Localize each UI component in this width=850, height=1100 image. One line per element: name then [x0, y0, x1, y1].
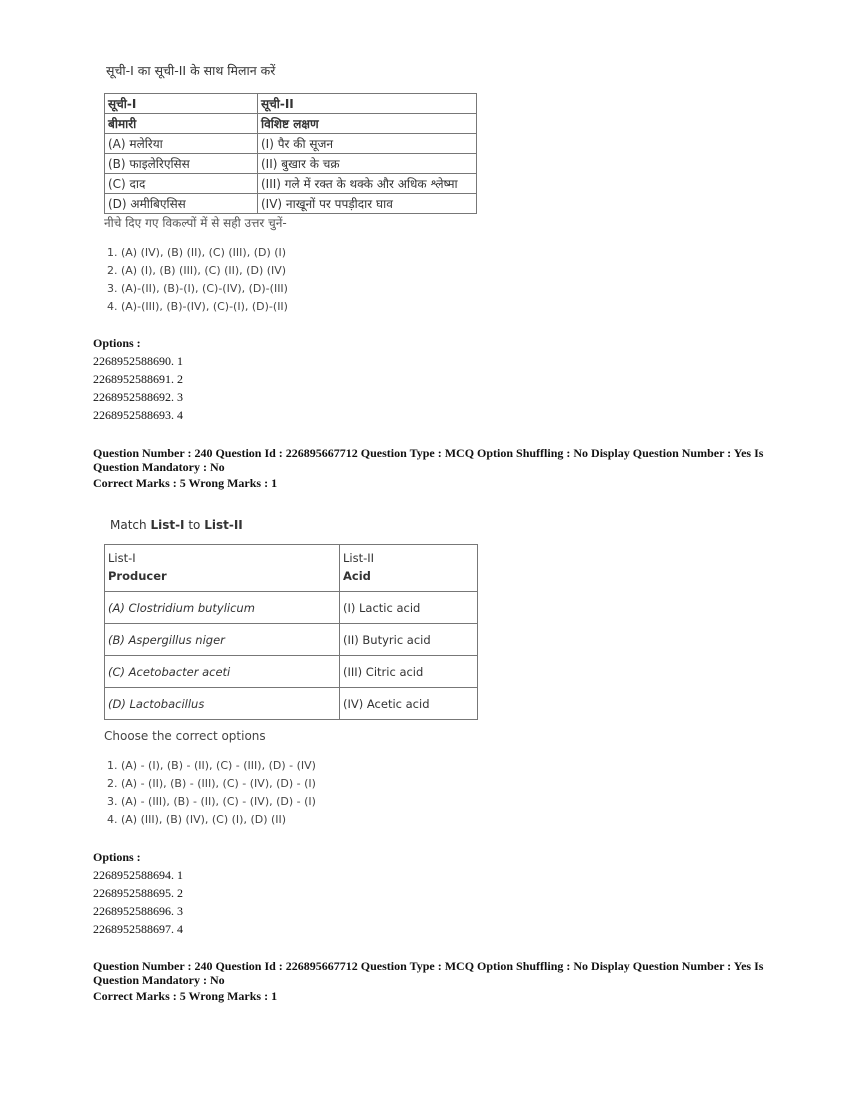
list-item: 3. (A)-(II), (B)-(I), (C)-(IV), (D)-(III) — [107, 282, 288, 295]
table-cell: (B) Aspergillus niger — [105, 624, 340, 656]
table-row — [105, 624, 478, 656]
list-1-label: List-I — [150, 518, 185, 532]
options-heading: Options : — [93, 850, 141, 864]
meta-line: Question Number : 240 Question Id : 226895667712 Question Type : MCQ Option Shuffling : No Display Question Number : Yes Is — [93, 959, 764, 973]
question-meta — [93, 959, 773, 1003]
table-cell: (II) बुखार के चक्र — [258, 154, 477, 174]
list-item: 2. (A) - (II), (B) - (III), (C) - (IV), (D) - (I) — [107, 777, 316, 790]
list-item: 2268952588695. 2 — [93, 886, 183, 900]
list-item: 2268952588696. 3 — [93, 904, 183, 918]
list-item: 1. (A) (IV), (B) (II), (C) (III), (D) (I) — [107, 246, 287, 259]
table-cell: सूची-II — [258, 94, 477, 114]
table-cell: बीमारी — [105, 114, 258, 134]
choice-list — [107, 244, 288, 316]
table-cell: विशिष्ट लक्षण — [258, 114, 477, 134]
list-item: 2268952588692. 3 — [93, 390, 183, 404]
table-cell: (C) दाद — [105, 174, 258, 194]
table-row — [105, 174, 477, 194]
table-cell: (IV) नाखूनों पर पपड़ीदार घाव — [258, 194, 477, 214]
meta-line: Correct Marks : 5 Wrong Marks : 1 — [93, 476, 278, 490]
header-label: List-I — [108, 551, 136, 565]
table-row — [105, 656, 478, 688]
table-cell — [340, 545, 478, 592]
table-cell — [105, 545, 340, 592]
question-note-hindi: नीचे दिए गए विकल्पों में से सही उत्तर चुनें- — [104, 216, 287, 230]
list-2-label: List-II — [204, 518, 243, 532]
table-cell: (D) Lactobacillus — [105, 688, 340, 720]
option-id-list — [93, 866, 183, 938]
table-cell: (B) फाइलेरिएसिस — [105, 154, 258, 174]
list-item: 2. (A) (I), (B) (III), (C) (II), (D) (IV) — [107, 264, 287, 277]
table-cell: (A) Clostridium butylicum — [105, 592, 340, 624]
table-header-row — [105, 545, 478, 592]
list-item: 3. (A) - (III), (B) - (II), (C) - (IV), (D) - (I) — [107, 795, 316, 808]
list-item: 2268952588697. 4 — [93, 922, 183, 936]
list-item: 2268952588693. 4 — [93, 408, 183, 422]
list-item: 4. (A) (III), (B) (IV), (C) (I), (D) (II) — [107, 813, 287, 826]
table-header-row — [105, 114, 477, 134]
list-item: 1. (A) - (I), (B) - (II), (C) - (III), (D) - (IV) — [107, 759, 316, 772]
header-label: Producer — [108, 569, 167, 583]
meta-line: Question Mandatory : No — [93, 973, 225, 987]
choice-list — [107, 757, 316, 829]
table-row — [105, 688, 478, 720]
list-item: 2268952588690. 1 — [93, 354, 183, 368]
list-item: 2268952588694. 1 — [93, 868, 183, 882]
list-item: 4. (A)-(III), (B)-(IV), (C)-(I), (D)-(II) — [107, 300, 288, 313]
meta-line: Question Number : 240 Question Id : 226895667712 Question Type : MCQ Option Shuffling : No Display Question Number : Yes Is — [93, 446, 764, 460]
question-instruction — [110, 518, 243, 532]
instruction-text: Match — [110, 518, 151, 532]
table-cell: (I) Lactic acid — [340, 592, 478, 624]
table-cell: (I) पैर की सूजन — [258, 134, 477, 154]
table-cell: (IV) Acetic acid — [340, 688, 478, 720]
question-meta — [93, 446, 773, 490]
meta-line: Question Mandatory : No — [93, 460, 225, 474]
table-header-row — [105, 94, 477, 114]
match-table — [104, 544, 478, 720]
meta-line: Correct Marks : 5 Wrong Marks : 1 — [93, 989, 278, 1003]
list-item: 2268952588691. 2 — [93, 372, 183, 386]
table-cell: (A) मलेरिया — [105, 134, 258, 154]
table-cell: (II) Butyric acid — [340, 624, 478, 656]
table-cell: (D) अमीबिएसिस — [105, 194, 258, 214]
match-table-hindi — [104, 93, 477, 214]
instruction-text: to — [184, 518, 205, 532]
question-instruction-hindi: सूची-I का सूची-II के साथ मिलान करें — [106, 63, 276, 78]
table-row — [105, 592, 478, 624]
header-label: List-II — [343, 551, 375, 565]
header-label: Acid — [343, 569, 371, 583]
table-row — [105, 154, 477, 174]
option-id-list — [93, 352, 183, 424]
table-row — [105, 194, 477, 214]
table-cell: सूची-I — [105, 94, 258, 114]
table-cell: (III) Citric acid — [340, 656, 478, 688]
table-cell: (C) Acetobacter aceti — [105, 656, 340, 688]
table-cell: (III) गले में रक्त के थक्के और अधिक श्लेष्मा — [258, 174, 477, 194]
question-note: Choose the correct options — [104, 729, 266, 743]
options-heading: Options : — [93, 336, 141, 350]
table-row — [105, 134, 477, 154]
